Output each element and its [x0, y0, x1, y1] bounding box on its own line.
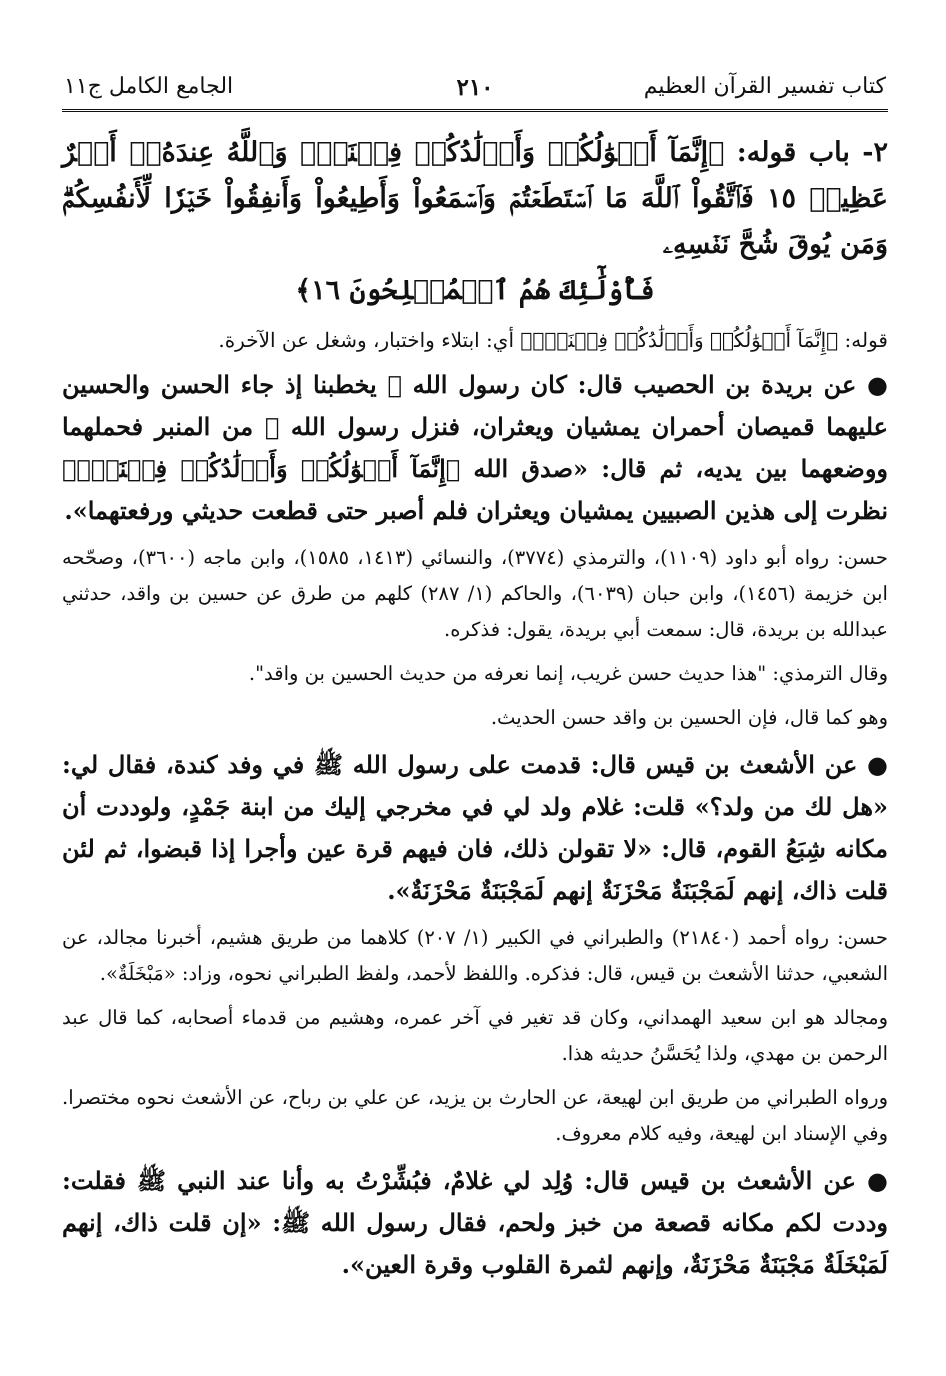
chapter-heading-verse: ٢- باب قوله: ﴿إِنَّمَآ أَمۡوَٰلُكُمۡ وَأَوۡلَٰدُكُمۡ فِتۡنَةٞۚ وَٱللَّهُ عِندَهُۥٓ أَجۡرٌ عَظِيمٞ ١٥ فَٱتَّقُواْ ٱللَّهَ مَا ٱسۡتَطَعۡتُمۡ وَٱسۡمَعُواْ وَأَطِيعُواْ وَأَنفِقُواْ خَيۡرٗا لِّأَنفُسِكُمۡۗ وَمَن يُوقَ شُحَّ نَفۡسِهِۦ	[62, 137, 888, 260]
hadith-paragraph: ● عن بريدة بن الحصيب قال: كان رسول الله ﷺ يخطبنا إذ جاء الحسن والحسين عليهما قميصان أحمران يمشيان ويعثران، فنزل رسول الله ﷺ من المنبر فحملهما ووضعهما بين يديه، ثم قال: «صدق الله ﴿إِنَّمَآ أَمۡوَٰلُكُمۡ وَأَوۡلَٰدُكُمۡ فِتۡنَةٞۚ﴾ نظرت إلى هذين الصبيين يمشيان ويعثران فلم أصبر حتى قطعت حديثي ورفعتهما».	[62, 370, 888, 525]
verse-commentary: قوله: ﴿إِنَّمَآ أَمۡوَٰلُكُمۡ وَأَوۡلَٰدُكُمۡ فِتۡنَةٞۚ﴾ أي: ابتلاء واختبار، وشغل عن الآخرة.	[218, 328, 888, 352]
note-paragraph: وقال الترمذي: "هذا حديث حسن غريب، إنما نعرفه من حديث الحسين بن واقد".	[248, 662, 888, 685]
header-divider	[62, 109, 888, 112]
hadith-paragraph: ● عن الأشعث بن قيس قال: وُلِد لي غلامٌ، فبُشِّرْتُ به وأنا عند النبي ﷺ فقلت: وددت لكم مكانه قصعة من خبز ولحم، فقال رسول الله ﷺ: «إن قلت ذاك، إنهم لَمَبْخَلَةٌ مَجْبَنَةٌ مَحْزَنَةٌ، وإنهم لثمرة القلوب وقرة العين».	[62, 1166, 888, 1279]
page-number: ٢١٠	[456, 74, 494, 101]
verse-block	[62, 130, 888, 314]
takhrij-paragraph: حسن: رواه أبو داود (١١٠٩)، والترمذي (٣٧٧٤)، والنسائي (١٤١٣، ١٥٨٥)، وابن ماجه (٣٦٠٠)، وصحّحه ابن خزيمة (١٤٥٦)، وابن حبان (٦٠٣٩)، والحاكم (١/ ٢٨٧) كلهم من طرق عن حسين بن واقد، حدثني عبدالله بن بريدة، قال: سمعت أبي بريدة، يقول: فذكره.	[62, 546, 888, 641]
book-title: كتاب تفسير القرآن العظيم	[643, 74, 886, 99]
note-paragraph: ورواه الطبراني من طريق ابن لهيعة، عن الحارث بن يزيد، عن علي بن رباح، عن الأشعث نحوه مختصرا. وفي الإسناد ابن لهيعة، وفيه كلام معروف.	[62, 1086, 888, 1145]
note-paragraph: وهو كما قال، فإن الحسين بن واقد حسن الحديث.	[490, 706, 888, 729]
page-header	[62, 62, 888, 112]
takhrij-paragraph: حسن: رواه أحمد (٢١٨٤٠) والطبراني في الكبير (١/ ٢٠٧) كلاهما من طريق هشيم، أخبرنا مجالد، عن الشعبي، حدثنا الأشعث بن قيس، قال: فذكره. واللفظ لأحمد، ولفظ الطبراني نحوه، وزاد: «مَبْخَلَةٌ».	[62, 926, 888, 985]
note-paragraph: ومجالد هو ابن سعيد الهمداني، وكان قد تغير في آخر عمره، وهشيم من قدماء أصحابه، كما قال عبد الرحمن بن مهدي، ولذا يُحَسَّنُ حديثه هذا.	[62, 1006, 888, 1065]
hadith-paragraph: ● عن الأشعث بن قيس قال: قدمت على رسول الله ﷺ في وفد كندة، فقال لي: «هل لك من ولد؟» قلت: غلام ولد لي في مخرجي إليك من ابنة جَمْدٍ، ولوددت أن مكانه شِبَعُ القوم، قال: «لا تقولن ذلك، فان فيهم قرة عين وأجرا إذا قبضوا، ثم لئن قلت ذاك، إنهم لَمَجْبَنَةٌ مَحْزَنَةٌ إنهم لَمَجْبَنَةٌ مَحْزَنَةٌ».	[62, 750, 888, 905]
verse-last-line: فَأُوْلَٰٓئِكَ هُمُ ٱلۡمُفۡلِحُونَ ١٦﴾	[295, 275, 655, 306]
volume-label: الجامع الكامل ج١١	[64, 74, 234, 99]
page-content	[62, 130, 888, 1286]
